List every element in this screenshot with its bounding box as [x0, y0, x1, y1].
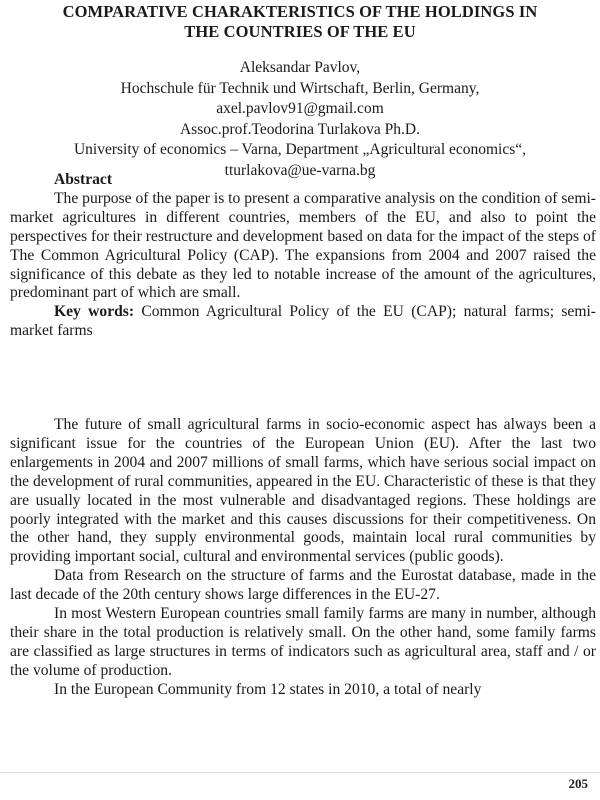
body-paragraph-3: In most Western European countries small family farms are many in number, although their share in the total production is relatively small. On the other hand, some family farms are classified as large structures in terms of indicators such as agricultural area, staff and / or the volume of production. [10, 605, 596, 679]
keywords-paragraph [10, 303, 596, 341]
page-number: 205 [568, 776, 588, 791]
author-block [0, 58, 600, 181]
author-1-affiliation: Hochschule für Technik und Wirtschaft, Berlin, Germany, [120, 79, 480, 97]
author-2-name: Assoc.prof.Teodorina Turlakova Ph.D. [179, 120, 420, 138]
author-2-email: tturlakova@ue-varna.bg [224, 161, 376, 179]
body-paragraph-2: Data from Research on the structure of farms and the Eurostat database, made in the last decade of the 20th century shows large differences in the EU-27. [10, 567, 596, 604]
keywords-text: Common Agricultural Policy of the EU (CAP); natural farms; semi-market farms [10, 303, 596, 340]
abstract-heading: Abstract [54, 171, 113, 188]
body-paragraph-1: The future of small agricultural farms in socio-economic aspect has always been a significant issue for the countries of the European Union (EU). After the last two enlargements in 2004 and 2007 millions of small farms, which have serious social impact on the development of rural communities, appeared in the EU. Characteristic of these is that they are usually located in the most vulnerable and disadvantaged regions. These holdings are poorly integrated with the market and this causes discussions for their competitiveness. On the other hand, they supply environmental goods, maintain local rural communities by providing important social, cultural and environmental services (public goods). [10, 416, 596, 566]
paper-title [0, 2, 600, 42]
author-2-affiliation: University of economics – Varna, Department „Agricultural economics“, [73, 141, 527, 158]
abstract-text: The purpose of the paper is to present a comparative analysis on the condition of semi-market agricultures in different countries, members of the EU, and also to point the perspectives for their restructure and development based on data for the impact of the steps of The Common Agricultural Policy (CAP). The expansions from 2004 and 2007 raised the significance of this debate as they led to notable increase of the amount of the agricultures, predominant part of which are small. [10, 189, 596, 302]
title-line-2: THE COUNTRIES OF THE EU [184, 22, 416, 41]
footer-divider [0, 772, 600, 773]
title-line-1: COMPARATIVE CHARAKTERISTICS OF THE HOLDINGS IN [62, 2, 538, 21]
body-paragraph-4: In the European Community from 12 states in 2010, a total of nearly [54, 680, 482, 698]
body-section [10, 416, 596, 700]
author-1-email: axel.pavlov91@gmail.com [216, 100, 384, 117]
author-1-name: Aleksandar Pavlov, [239, 59, 361, 76]
keywords-label: Key words: [54, 303, 135, 321]
abstract-section [10, 171, 596, 341]
